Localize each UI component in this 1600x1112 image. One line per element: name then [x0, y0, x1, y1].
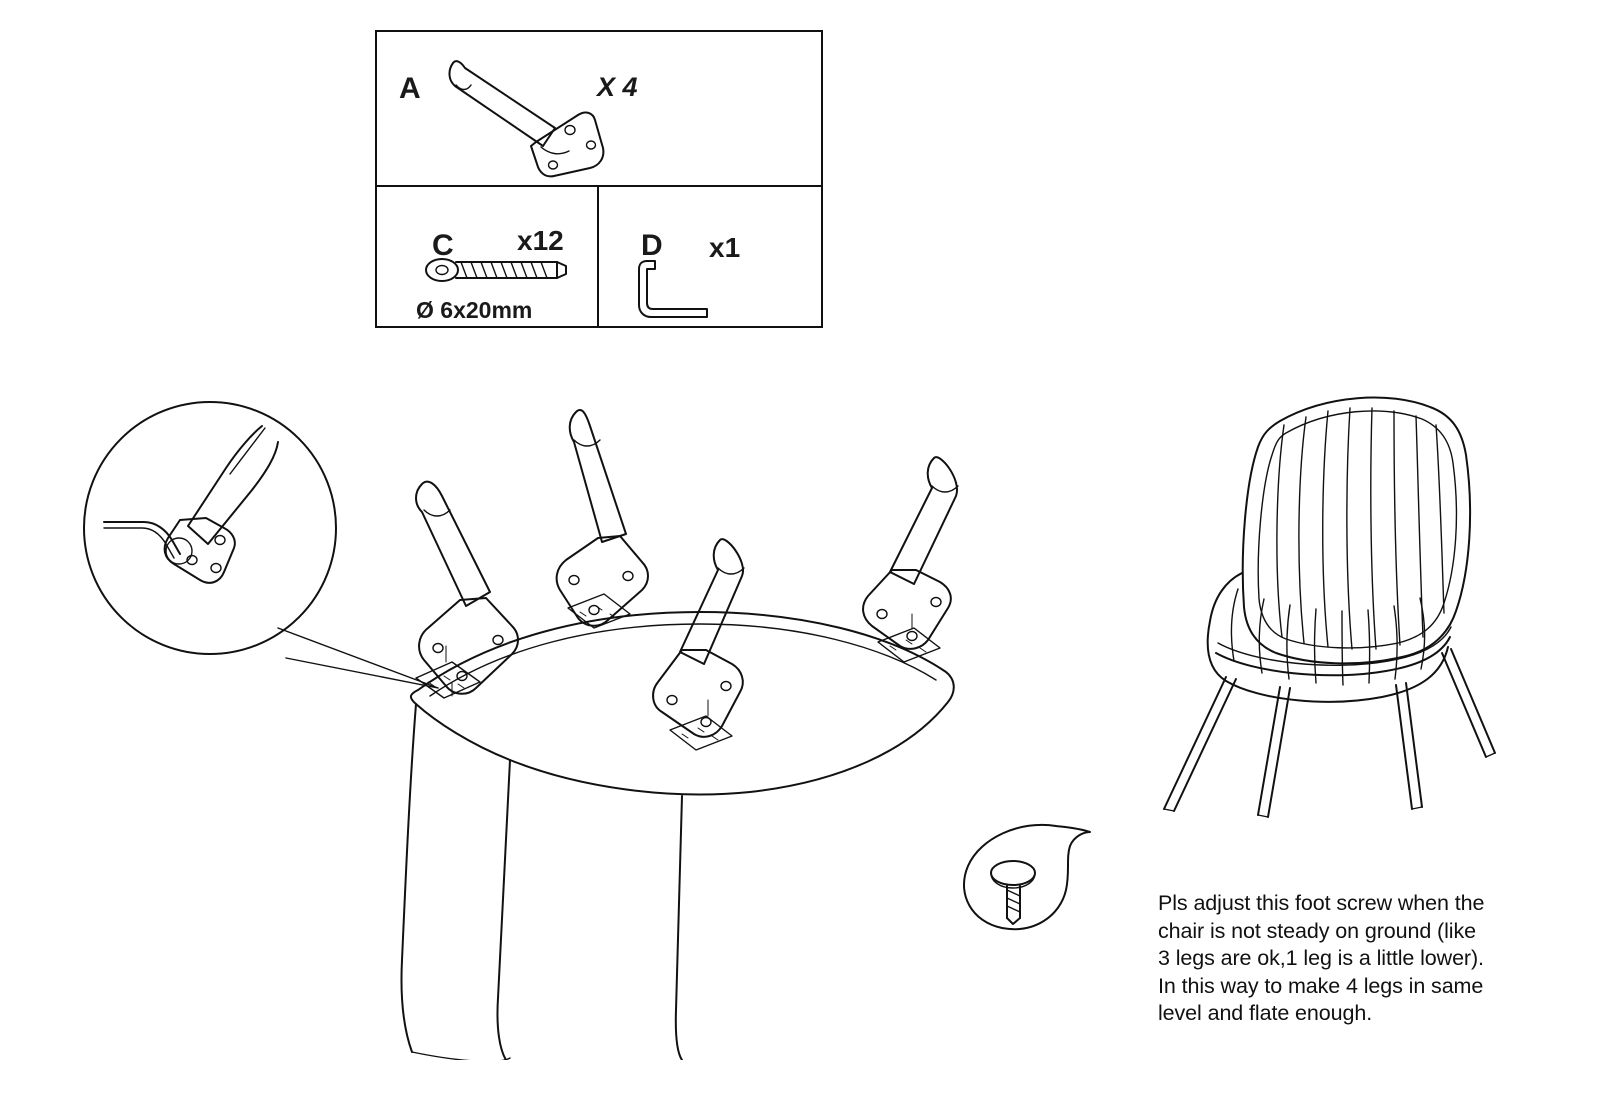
leg-assembly-2 — [557, 410, 648, 628]
note-line-1: Pls adjust this foot screw when the — [1158, 891, 1485, 915]
leg-assembly-4 — [863, 457, 958, 662]
parts-cell-c — [377, 187, 599, 328]
leg-assembly-1 — [416, 482, 518, 698]
note-line-4: In this way to make 4 legs in same — [1158, 973, 1484, 998]
parts-row-a — [377, 32, 821, 187]
chair-leg-icon — [423, 50, 623, 180]
part-quantity-a: X 4 — [597, 72, 638, 102]
note-line-2: chair is not steady on ground (like — [1158, 918, 1476, 943]
part-letter-c: C — [432, 229, 454, 262]
parts-cell-d — [599, 187, 825, 328]
part-letter-a: A — [399, 72, 421, 105]
note-line-5: level and flate enough. — [1158, 1001, 1373, 1026]
chair-seat-underside-with-four-legs — [370, 400, 990, 1060]
note-line-3: 3 legs are ok,1 leg is a little lower). — [1158, 946, 1484, 971]
leg-assembly-3 — [653, 539, 744, 750]
parts-table — [375, 30, 823, 328]
part-quantity-d: x1 — [709, 232, 741, 263]
foot-screw-note — [1158, 890, 1518, 1028]
part-quantity-c: x12 — [517, 225, 564, 256]
parts-row-cd — [377, 187, 821, 328]
finished-chair-illustration — [1130, 385, 1550, 835]
part-letter-d: D — [641, 229, 663, 262]
part-dimension-c: Ø 6x20mm — [416, 297, 533, 323]
adjustable-foot-screw-callout — [950, 818, 1110, 938]
allen-key-icon — [635, 259, 745, 321]
screw-icon — [425, 249, 575, 291]
